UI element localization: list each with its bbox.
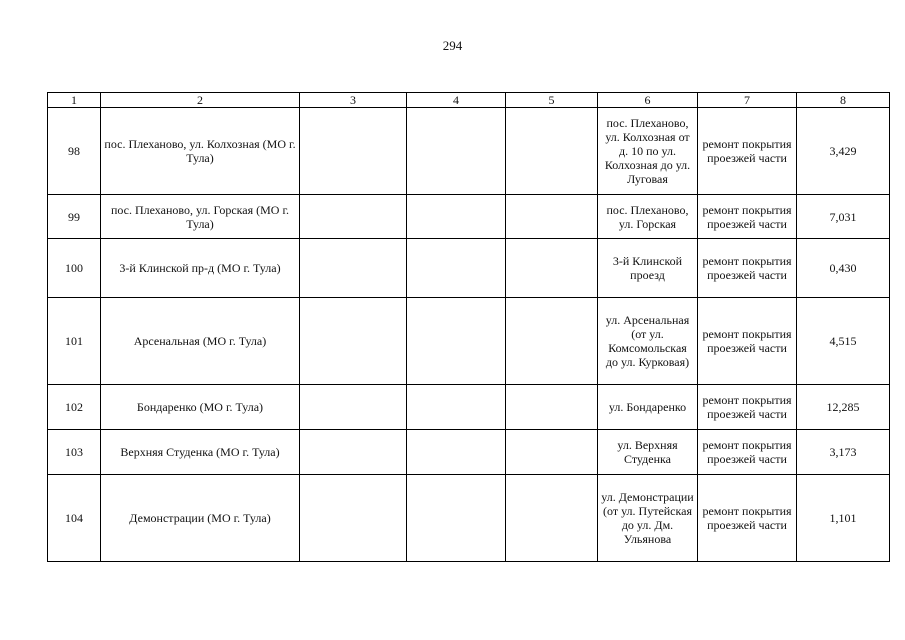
table-row — [48, 195, 890, 239]
cell-col3 — [300, 298, 407, 385]
cell-col4 — [407, 298, 506, 385]
work-type: ремонт покрытия проезжей части — [698, 385, 797, 430]
cell-col3 — [300, 195, 407, 239]
page-number: 294 — [442, 38, 463, 53]
road-length-value: 12,285 — [797, 385, 890, 430]
row-number: 102 — [48, 385, 101, 430]
road-name: пос. Плеханово, ул. Колхозная (МО г. Тула) — [101, 108, 300, 195]
cell-col3 — [300, 430, 407, 475]
work-type: ремонт покрытия проезжей части — [698, 239, 797, 298]
table-row — [48, 298, 890, 385]
cell-col5 — [506, 430, 598, 475]
table-row — [48, 430, 890, 475]
column-header: 3 — [300, 93, 407, 108]
column-header: 8 — [797, 93, 890, 108]
road-length-value: 4,515 — [797, 298, 890, 385]
cell-col4 — [407, 475, 506, 562]
cell-col4 — [407, 430, 506, 475]
row-number: 104 — [48, 475, 101, 562]
row-number: 100 — [48, 239, 101, 298]
road-length-value: 1,101 — [797, 475, 890, 562]
work-type: ремонт покрытия проезжей части — [698, 108, 797, 195]
work-type: ремонт покрытия проезжей части — [698, 430, 797, 475]
cell-col3 — [300, 239, 407, 298]
row-number: 98 — [48, 108, 101, 195]
cell-col5 — [506, 475, 598, 562]
road-location: ул. Демонстрации (от ул. Путейская до ул. Дм. Ульянова — [598, 475, 698, 562]
road-name: 3-й Клинской пр-д (МО г. Тула) — [101, 239, 300, 298]
cell-col4 — [407, 239, 506, 298]
column-header: 5 — [506, 93, 598, 108]
road-name: Бондаренко (МО г. Тула) — [101, 385, 300, 430]
work-type: ремонт покрытия проезжей части — [698, 298, 797, 385]
road-location: 3-й Клинской проезд — [598, 239, 698, 298]
road-length-value: 7,031 — [797, 195, 890, 239]
column-header: 7 — [698, 93, 797, 108]
table-row — [48, 385, 890, 430]
road-name: Верхняя Студенка (МО г. Тула) — [101, 430, 300, 475]
column-header: 1 — [48, 93, 101, 108]
cell-col5 — [506, 239, 598, 298]
cell-col5 — [506, 385, 598, 430]
table-row — [48, 108, 890, 195]
cell-col5 — [506, 108, 598, 195]
road-location: ул. Бондаренко — [598, 385, 698, 430]
road-repair-table — [47, 92, 890, 562]
cell-col3 — [300, 108, 407, 195]
cell-col4 — [407, 195, 506, 239]
cell-col3 — [300, 475, 407, 562]
work-type: ремонт покрытия проезжей части — [698, 475, 797, 562]
road-location: пос. Плеханово, ул. Горская — [598, 195, 698, 239]
cell-col4 — [407, 385, 506, 430]
road-location: ул. Арсенальная (от ул. Комсомольская до ул. Курковая) — [598, 298, 698, 385]
road-name: Арсенальная (МО г. Тула) — [101, 298, 300, 385]
row-number: 101 — [48, 298, 101, 385]
road-name: пос. Плеханово, ул. Горская (МО г. Тула) — [101, 195, 300, 239]
header-row — [48, 93, 890, 108]
column-header: 6 — [598, 93, 698, 108]
road-location: пос. Плеханово, ул. Колхозная от д. 10 по ул. Колхозная до ул. Луговая — [598, 108, 698, 195]
work-type: ремонт покрытия проезжей части — [698, 195, 797, 239]
table-row — [48, 239, 890, 298]
cell-col3 — [300, 385, 407, 430]
table-row — [48, 475, 890, 562]
cell-col5 — [506, 298, 598, 385]
column-header: 2 — [101, 93, 300, 108]
row-number: 99 — [48, 195, 101, 239]
road-length-value: 3,429 — [797, 108, 890, 195]
road-length-value: 3,173 — [797, 430, 890, 475]
cell-col5 — [506, 195, 598, 239]
road-location: ул. Верхняя Студенка — [598, 430, 698, 475]
row-number: 103 — [48, 430, 101, 475]
road-length-value: 0,430 — [797, 239, 890, 298]
cell-col4 — [407, 108, 506, 195]
column-header: 4 — [407, 93, 506, 108]
road-name: Демонстрации (МО г. Тула) — [101, 475, 300, 562]
